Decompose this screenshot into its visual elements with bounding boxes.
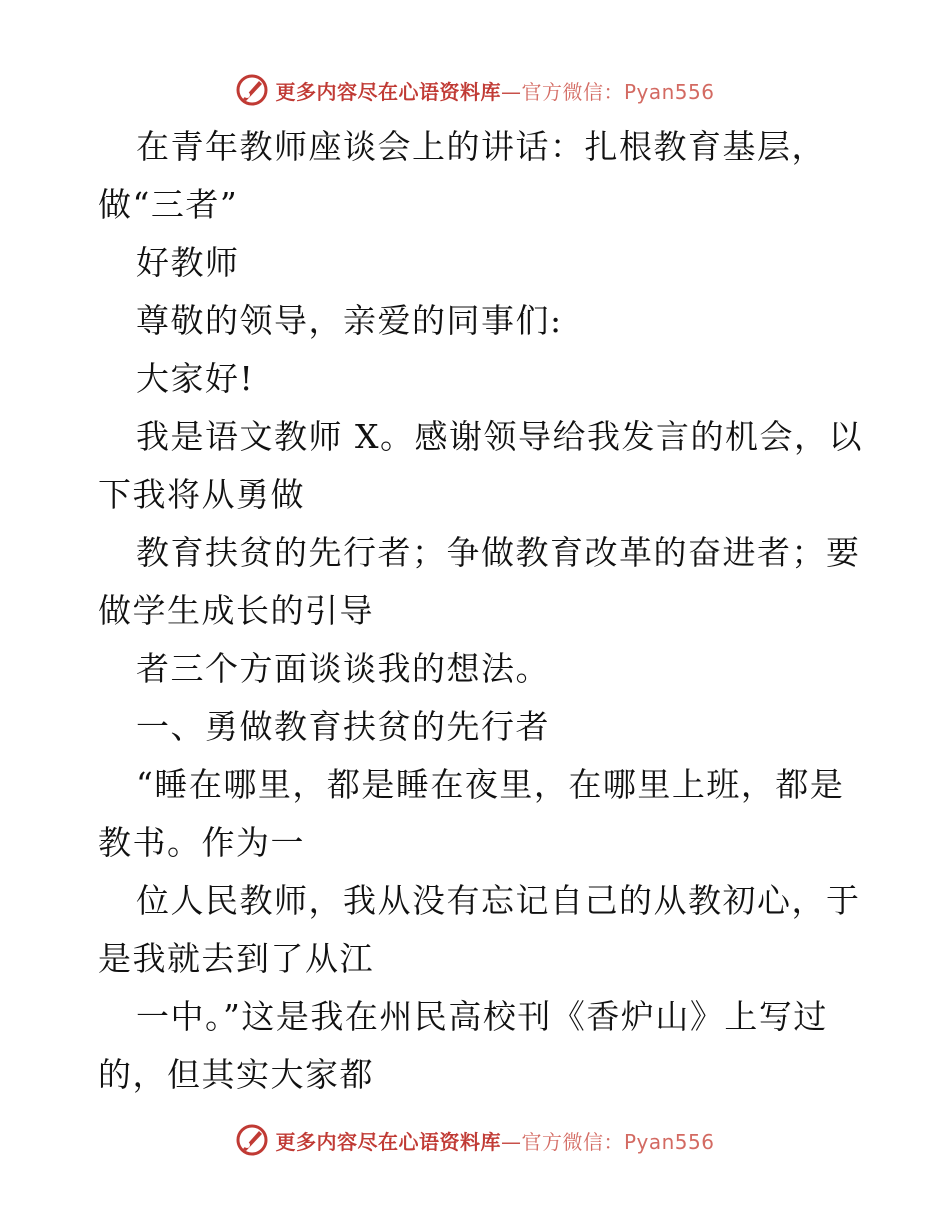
text-line: 好教师 bbox=[136, 243, 240, 282]
text-line: 位人民教师，我从没有忘记自己的从教初心，于 bbox=[136, 881, 861, 920]
quill-pen-logo-icon bbox=[235, 73, 269, 107]
text-line: 的，但其实大家都 bbox=[98, 1055, 374, 1094]
text-line: 大家好! bbox=[136, 359, 255, 398]
banner-text bbox=[275, 76, 714, 105]
quill-pen-logo-icon bbox=[235, 1123, 269, 1157]
text-line: 者三个方面谈谈我的想法。 bbox=[136, 649, 550, 688]
text-line: 我是语文教师 X。感谢领导给我发言的机会，以 bbox=[136, 417, 863, 456]
text-line: 一中。”这是我在州民高校刊《香炉山》上写过 bbox=[136, 997, 828, 1036]
banner-brand: 更多内容尽在心语资料库 bbox=[275, 1129, 501, 1154]
text-line: 下我将从勇做 bbox=[98, 475, 305, 514]
text-line: 做“三者” bbox=[98, 185, 239, 224]
text-line: 一、勇做教育扶贫的先行者 bbox=[136, 707, 550, 746]
banner-separator: — bbox=[500, 1129, 522, 1154]
banner-brand: 更多内容尽在心语资料库 bbox=[275, 79, 501, 104]
banner-wechat: 官方微信：Pyan556 bbox=[521, 79, 715, 104]
text-line: 教书。作为一 bbox=[98, 823, 305, 862]
text-line: 尊敬的领导，亲爱的同事们: bbox=[136, 301, 563, 340]
banner-text bbox=[275, 1126, 714, 1155]
document-body bbox=[98, 118, 863, 1104]
footer-banner bbox=[0, 1120, 950, 1160]
text-line: 教育扶贫的先行者；争做教育改革的奋进者；要 bbox=[136, 533, 861, 572]
banner-separator: — bbox=[500, 79, 522, 104]
text-line: 是我就去到了从江 bbox=[98, 939, 374, 978]
header-banner bbox=[0, 70, 950, 110]
banner-wechat: 官方微信：Pyan556 bbox=[521, 1129, 715, 1154]
text-line: “睡在哪里，都是睡在夜里，在哪里上班，都是 bbox=[136, 765, 845, 804]
text-line: 做学生成长的引导 bbox=[98, 591, 374, 630]
text-line: 在青年教师座谈会上的讲话：扎根教育基层， bbox=[136, 127, 826, 166]
